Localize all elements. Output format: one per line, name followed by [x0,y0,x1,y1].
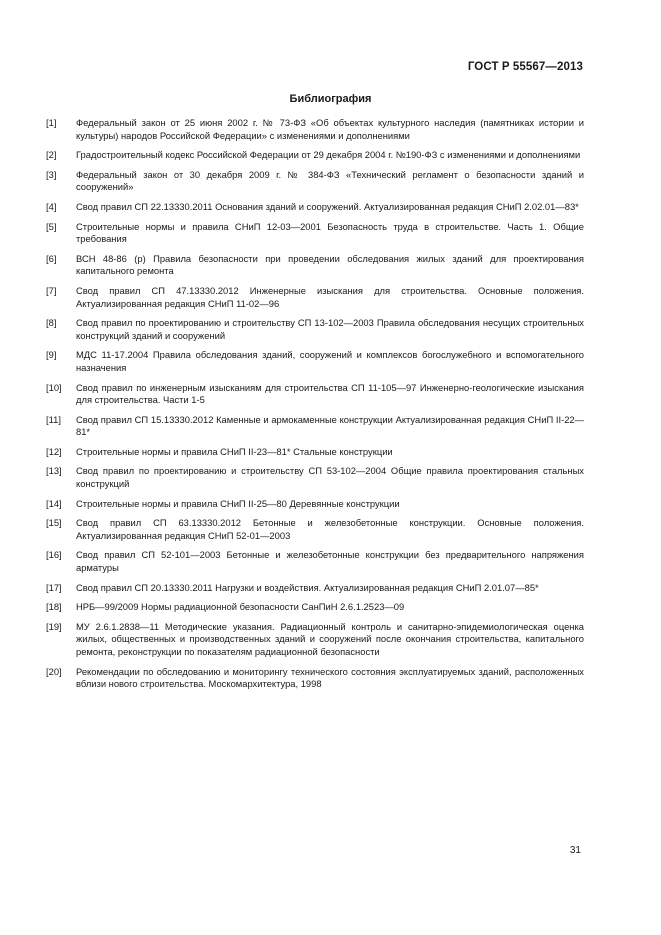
bibliography-entry-number: [7] [46,284,57,296]
bibliography-entry-text: МУ 2.6.1.2838—11 Методические указания. Радиационный контроль и санитарно-эпидемиологическая оценка жилых, общественных и производственных зданий и сооружений после окончания строительства, капитального ремонта, реконструкции по показателям радиационной безопасности [76,620,584,657]
bibliography-entry-text: Свод правил СП 22.13330.2011 Основания зданий и сооружений. Актуализированная редакция СНиП 2.02.01—83* [76,200,579,212]
bibliography-entry [46,549,584,574]
page-number: 31 [569,845,581,856]
bibliography-entry [46,498,584,511]
bibliography-entry-number: [1] [46,117,57,128]
bibliography-entry-number: [10] [46,381,62,393]
bibliography-entry-text: Федеральный закон от 30 декабря 2009 г. № 384-ФЗ «Технический регламент о безопасности зданий и сооружений» [76,168,584,193]
bibliography-entry-number: [18] [46,601,62,613]
bibliography-entry-number: [15] [46,517,62,529]
bibliography-entry-number: [13] [46,465,62,477]
bibliography-entry [46,349,584,374]
bibliography-entry-number: [17] [46,581,62,593]
bibliography-entry [46,666,584,691]
bibliography-entry [46,517,584,542]
bibliography-entry-text: Свод правил СП 52-101—2003 Бетонные и железобетонные конструкции без предварительного напряжения арматуры [76,549,584,574]
bibliography-entry [46,285,584,310]
bibliography-entry-number: [9] [46,349,57,361]
bibliography-entry-text: Строительные нормы и правила СНиП 12-03—2001 Безопасность труда в строительстве. Часть 1. Общие требования [76,220,584,245]
bibliography-entry [46,582,584,595]
bibliography-entry [46,221,584,246]
bibliography-entry [46,201,584,214]
bibliography-entry-text: Свод правил СП 15.13330.2012 Каменные и армокаменные конструкции Актуализированная редакция СНиП II-22—81* [76,413,584,438]
bibliography-entry-number: [2] [46,149,57,161]
bibliography-entry-text: Свод правил СП 47.13330.2012 Инженерные изыскания для строительства. Основные положения. Актуализированная редакция СНиП 11-02—96 [76,284,584,309]
bibliography-entry-text: Свод правил по проектированию и строительству СП 53-102—2004 Общие правила проектирования стальных конструкций [76,465,584,490]
bibliography-entry [46,621,584,659]
bibliography-entry-text: Рекомендации по обследованию и мониторингу технического состояния эксплуатируемых зданий, расположенных вблизи нового строительства. Москомархитектура, 1998 [76,665,584,690]
bibliography-entry-number: [4] [46,200,57,212]
bibliography-entry-text: НРБ—99/2009 Нормы радиационной безопасности СанПиН 2.6.1.2523—09 [76,601,405,613]
bibliography-entry [46,465,584,490]
bibliography-entry-text: Свод правил по инженерным изысканиям для строительства СП 11-105—97 Инженерно-геологические изыскания для строительства. Части 1-5 [76,381,584,406]
bibliography-entry-number: [14] [46,497,62,509]
bibliography-entry-number: [19] [46,620,62,632]
bibliography-entry [46,446,584,459]
bibliography-entry-text: Свод правил СП 20.13330.2011 Нагрузки и воздействия. Актуализированная редакция СНиП 2.01.07—85* [76,581,539,593]
bibliography-entry-number: [5] [46,220,57,232]
document-code: ГОСТ Р 55567—2013 [467,61,583,73]
bibliography-list [46,117,584,698]
bibliography-entry-text: МДС 11-17.2004 Правила обследования зданий, сооружений и комплексов богослужебного и вспомогательного назначения [76,349,584,373]
bibliography-entry [46,601,584,614]
bibliography-entry [46,414,584,439]
bibliography-entry-text: Строительные нормы и правила СНиП II-23—81* Стальные конструкции [76,445,393,457]
bibliography-entry-text: Свод правил по проектированию и строительству СП 13-102—2003 Правила обследования несущих строительных конструкций зданий и сооружений [76,317,584,341]
bibliography-entry-text: Градостроительный кодекс Российской Федерации от 29 декабря 2004 г. №190-ФЗ с изменениями и дополнениями [76,149,581,161]
bibliography-entry-number: [6] [46,252,57,264]
bibliography-entry-text: ВСН 48-86 (р) Правила безопасности при проведении обследования жилых зданий для проектирования капитального ремонта [76,252,584,277]
bibliography-entry-number: [3] [46,168,57,180]
bibliography-entry-number: [20] [46,665,62,677]
section-title: Библиография [289,93,372,105]
bibliography-entry-number: [8] [46,317,57,329]
bibliography-entry [46,149,584,162]
bibliography-entry [46,169,584,194]
bibliography-entry-number: [11] [46,413,61,425]
bibliography-entry-text: Федеральный закон от 25 июня 2002 г. № 73-ФЗ «Об объектах культурного наследия (памятниках истории и культуры) народов Российской Федерации» с изменениями и дополнениями [76,117,584,141]
bibliography-entry [46,317,584,342]
bibliography-entry-number: [16] [46,549,62,561]
bibliography-entry [46,382,584,407]
bibliography-entry-text: Свод правил СП 63.13330.2012 Бетонные и железобетонные конструкции. Основные положения. Актуализированная редакция СНиП 52-01—2003 [76,517,584,541]
bibliography-entry-text: Строительные нормы и правила СНиП II-25—80 Деревянные конструкции [76,497,400,509]
bibliography-entry [46,253,584,278]
bibliography-entry [46,117,584,142]
bibliography-entry-number: [12] [46,445,62,457]
